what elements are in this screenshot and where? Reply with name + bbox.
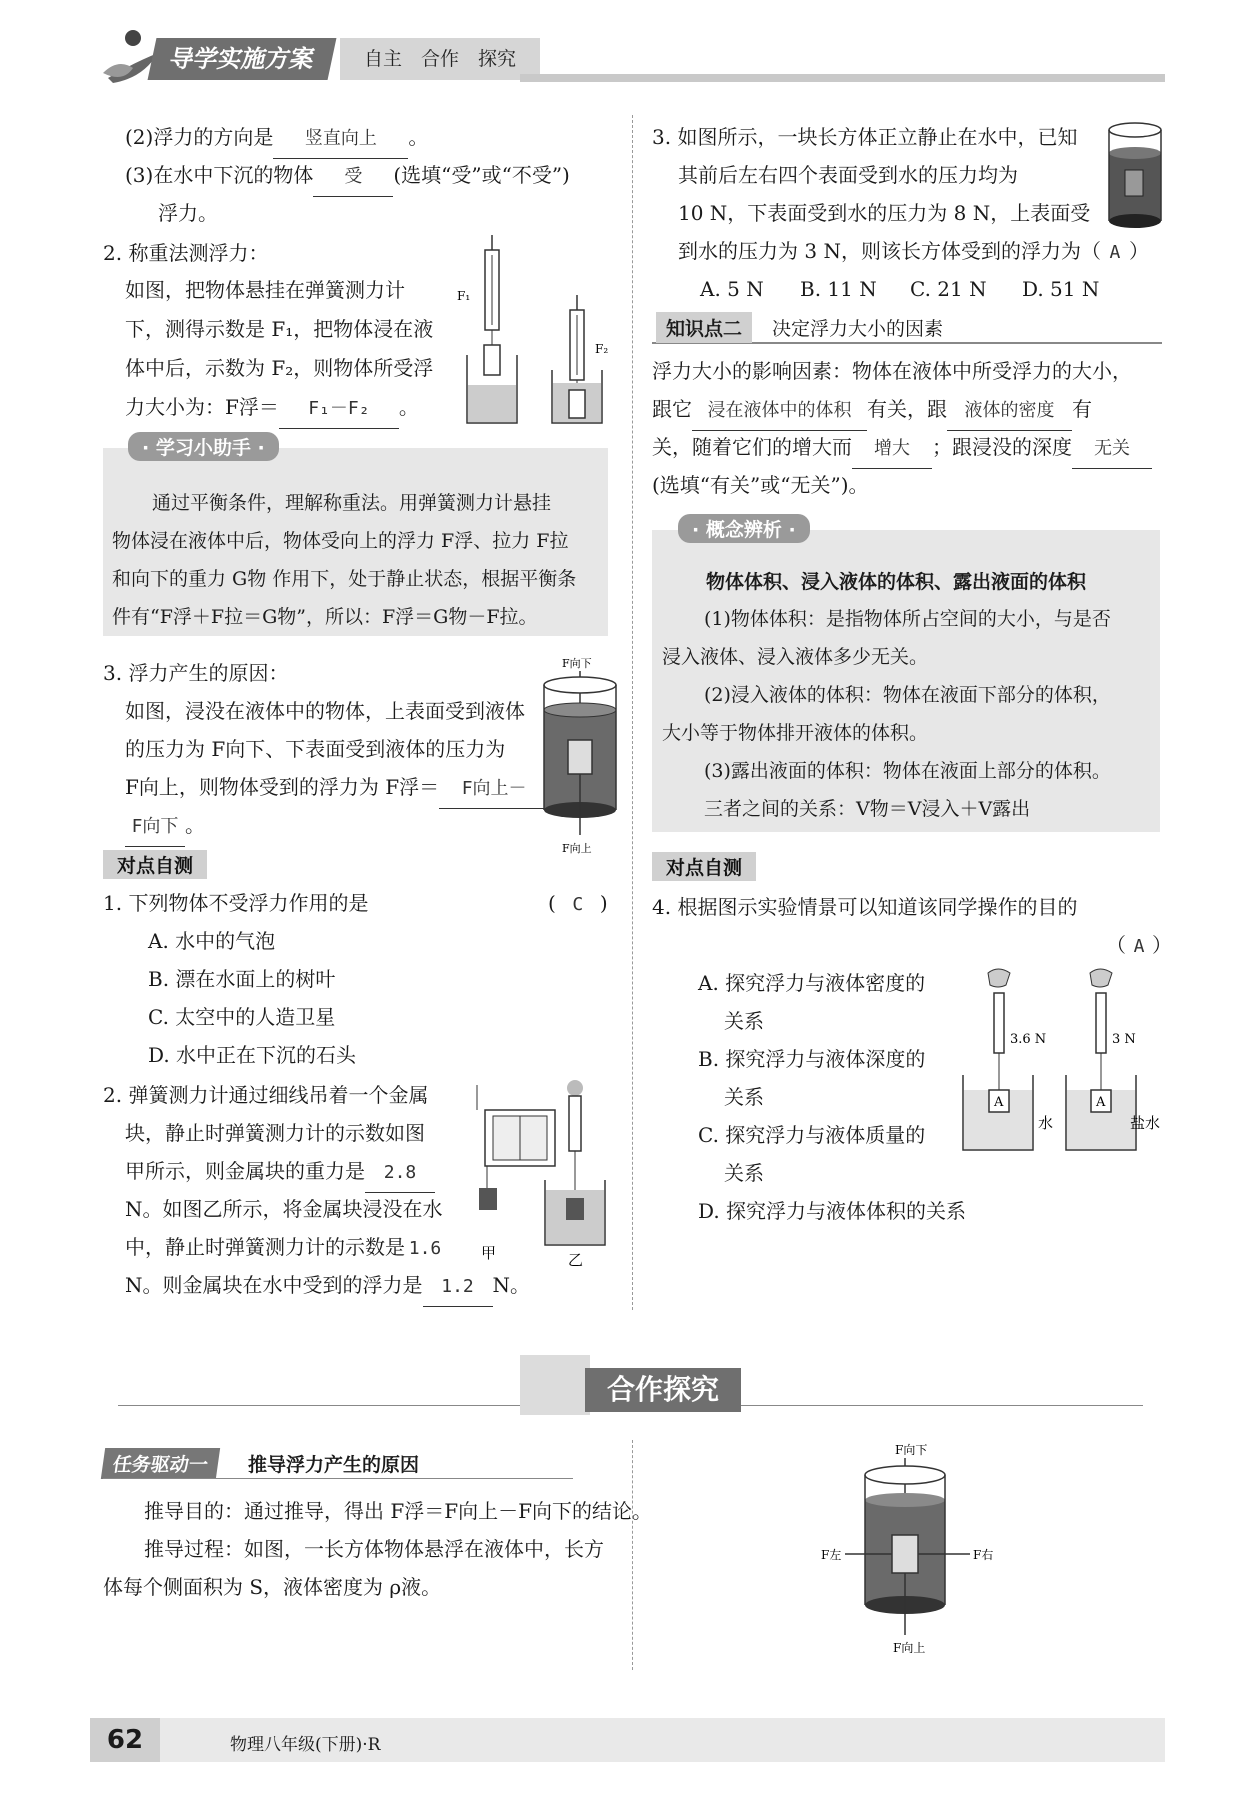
q2-line-4: N。如图乙所示，将金属块浸没在水 bbox=[125, 1197, 443, 1221]
spring-scale-figure bbox=[455, 235, 615, 430]
task-tag: 任务驱动一 bbox=[101, 1448, 220, 1479]
coop-title: 合作探究 bbox=[585, 1368, 741, 1412]
helper-line-2: 物体浸在液体中后，物体受向上的浮力 F浮、拉力 F拉 bbox=[112, 530, 569, 552]
answer-blank[interactable]: F向上－ bbox=[439, 770, 549, 809]
concept-line-3: (2)浸入液体的体积：物体在液面下部分的体积， bbox=[704, 684, 1111, 706]
q4-option-a[interactable]: A. 探究浮力与液体密度的 bbox=[698, 971, 926, 995]
mc1-option-b[interactable]: B. 漂在水面上的树叶 bbox=[148, 967, 336, 991]
q3-line-2: 其前后左右四个表面受到水的压力均为 bbox=[678, 163, 1018, 187]
f1-label: F₁ bbox=[457, 289, 471, 303]
block-label-1: A bbox=[994, 1095, 1004, 1110]
answer-blank[interactable]: F向下 bbox=[125, 808, 185, 847]
submerged-cylinder-figure bbox=[540, 655, 630, 855]
q3-line-4: 到水的压力为 3 N，则该长方体受到的浮力为（ A ） bbox=[678, 239, 1149, 263]
mc1-option-d[interactable]: D. 水中正在下沉的石头 bbox=[148, 1043, 357, 1067]
weighing-method-title: 2. 称重法测浮力： bbox=[103, 241, 269, 265]
answer-blank[interactable]: 2.8 bbox=[365, 1154, 435, 1193]
concept-line-5: (3)露出液面的体积：物体在液面上部分的体积。 bbox=[704, 760, 1111, 782]
mc1-answer[interactable]: ( C ) bbox=[548, 891, 608, 915]
q4-option-b-cont: 关系 bbox=[724, 1085, 764, 1109]
weighing-line-3: 体中后，示数为 F₂，则物体所受浮 bbox=[125, 356, 434, 380]
liquid-saltwater-label: 盐水 bbox=[1130, 1114, 1161, 1132]
q4-answer[interactable]: （ A ） bbox=[1106, 933, 1172, 957]
buoyancy-cause-title: 3. 浮力产生的原因： bbox=[103, 661, 289, 685]
task-underline bbox=[103, 1478, 573, 1479]
block-label-2: A bbox=[1096, 1095, 1106, 1110]
header-rule bbox=[520, 74, 1165, 82]
concept-line-2: 浸入液体、浸入液体多少无关。 bbox=[662, 646, 929, 668]
helper-line-4: 件有“F浮＋F拉＝G物”，所以：F浮＝G物－F拉。 bbox=[112, 606, 538, 628]
q-sinking-object-cont: 浮力。 bbox=[158, 201, 218, 225]
kp2-line-2: 跟它 浸在液体中的体积 有关，跟 液体的密度 有 bbox=[652, 390, 1092, 431]
fig-top-label: F向下 bbox=[895, 1443, 928, 1457]
q4-option-d[interactable]: D. 探究浮力与液体体积的关系 bbox=[698, 1199, 967, 1223]
derivation-figure bbox=[815, 1440, 1005, 1655]
concept-title: 物体体积、浸入液体的体积、露出液面的体积 bbox=[706, 571, 1087, 593]
kp2-title: 决定浮力大小的因素 bbox=[772, 318, 944, 340]
q2-line-6: N。则金属块在水中受到的浮力是 1.2 N。 bbox=[125, 1266, 530, 1307]
liquid-water-label: 水 bbox=[1038, 1114, 1054, 1132]
answer-blank[interactable]: 竖直向上 bbox=[273, 120, 408, 159]
kp2-tag: 知识点二 bbox=[656, 312, 752, 343]
answer-blank[interactable]: 1.6 bbox=[408, 1238, 442, 1259]
mc1-option-a[interactable]: A. 水中的气泡 bbox=[148, 929, 276, 953]
fig-bottom-label: F向上 bbox=[893, 1641, 926, 1655]
weighing-line-1: 如图，把物体悬挂在弹簧测力计 bbox=[125, 278, 405, 302]
coop-letter-h bbox=[520, 1355, 590, 1415]
q3-option-a[interactable]: A. 5 N bbox=[700, 277, 764, 301]
q2-line-1: 2. 弹簧测力计通过细线吊着一个金属 bbox=[103, 1083, 429, 1107]
fig-left-label: F左 bbox=[821, 1548, 842, 1562]
q4-option-b[interactable]: B. 探究浮力与液体深度的 bbox=[698, 1047, 926, 1071]
header-nav: 自主 合作 探究 bbox=[340, 38, 540, 80]
helper-line-1: 通过平衡条件，理解称重法。用弹簧测力计悬挂 bbox=[152, 492, 552, 514]
cause-line-2: 的压力为 F向下、下表面受到液体的压力为 bbox=[125, 737, 506, 761]
mc1-option-c[interactable]: C. 太空中的人造卫星 bbox=[148, 1005, 336, 1029]
q2-line-2: 块，静止时弹簧测力计的示数如图 bbox=[125, 1121, 425, 1145]
q3-line-1: 3. 如图所示，一块长方体正立静止在水中，已知 bbox=[652, 125, 1078, 149]
answer-blank[interactable]: F₁－F₂ bbox=[279, 390, 399, 429]
f2-label: F₂ bbox=[595, 342, 609, 356]
q3-option-d[interactable]: D. 51 N bbox=[1022, 277, 1100, 301]
fdown-label: F向下 bbox=[562, 657, 592, 670]
self-test-tag-2: 对点自测 bbox=[652, 852, 756, 881]
series-title: 导学实施方案 bbox=[148, 38, 337, 80]
q4-option-a-cont: 关系 bbox=[724, 1009, 764, 1033]
q2-line-3: 甲所示，则金属块的重力是 2.8 bbox=[125, 1152, 435, 1193]
coop-column-divider bbox=[632, 1440, 633, 1670]
self-test-tag: 对点自测 bbox=[103, 850, 207, 879]
coop-line-1: 推导目的：通过推导，得出 F浮＝F向上－F向下的结论。 bbox=[144, 1499, 652, 1523]
book-title: 物理八年级(下册)·R bbox=[230, 1735, 381, 1755]
q3-beaker-figure bbox=[1105, 118, 1165, 233]
cause-line-4: F向下 。 bbox=[125, 806, 205, 847]
reading-1: 3.6 N bbox=[1010, 1032, 1047, 1047]
concept-line-6: 三者之间的关系：V物＝V浸入＋V露出 bbox=[704, 798, 1031, 820]
task-title: 推导浮力产生的原因 bbox=[248, 1454, 420, 1476]
answer-blank[interactable]: 液体的密度 bbox=[947, 392, 1072, 431]
concept-line-4: 大小等于物体排开液体的体积。 bbox=[662, 722, 929, 744]
cause-line-3: F向上，则物体受到的浮力为 F浮＝ F向上－ bbox=[125, 768, 549, 809]
coop-line-2: 推导过程：如图，一长方体物体悬浮在液体中，长方 bbox=[144, 1537, 604, 1561]
kp2-line-1: 浮力大小的影响因素：物体在液体中所受浮力的大小， bbox=[652, 359, 1132, 383]
q2-spring-scale-figure bbox=[465, 1080, 625, 1275]
q4-experiment-figure bbox=[958, 965, 1163, 1155]
cause-line-1: 如图，浸没在液体中的物体，上表面受到液体 bbox=[125, 699, 525, 723]
q4-option-c-cont: 关系 bbox=[724, 1161, 764, 1185]
kp2-line-4: (选填“有关”或“无关”)。 bbox=[652, 473, 869, 497]
column-divider bbox=[632, 115, 633, 1310]
answer-blank[interactable]: 浸在液体中的体积 bbox=[692, 392, 867, 431]
page-header bbox=[90, 28, 1165, 88]
concept-line-1: (1)物体体积：是指物体所占空间的大小，与是否 bbox=[704, 608, 1111, 630]
answer-blank[interactable]: 受 bbox=[313, 158, 393, 197]
mc1-question: 1. 下列物体不受浮力作用的是 bbox=[103, 891, 369, 915]
answer-blank[interactable]: 无关 bbox=[1072, 430, 1152, 469]
helper-line-3: 和向下的重力 G物 作用下，处于静止状态，根据平衡条 bbox=[112, 568, 577, 590]
q-buoyancy-direction: (2)浮力的方向是 竖直向上 。 bbox=[125, 118, 428, 159]
q3-line-3: 10 N，下表面受到水的压力为 8 N，上表面受 bbox=[678, 201, 1091, 225]
q3-option-b[interactable]: B. 11 N bbox=[800, 277, 877, 301]
page-footer bbox=[90, 1710, 1165, 1770]
q4-question: 4. 根据图示实验情景可以知道该同学操作的目的 bbox=[652, 895, 1078, 919]
q4-option-c[interactable]: C. 探究浮力与液体质量的 bbox=[698, 1123, 926, 1147]
study-helper-tag: · 学习小助手 · bbox=[128, 432, 279, 461]
answer-blank[interactable]: 1.2 bbox=[423, 1268, 493, 1307]
page-number: 62 bbox=[90, 1718, 160, 1762]
reading-2: 3 N bbox=[1112, 1032, 1136, 1047]
fup-label: F向上 bbox=[562, 842, 592, 855]
q-sinking-object: (3)在水中下沉的物体 受 (选填“受”或“不受”) bbox=[125, 156, 570, 197]
fig-jia-label: 甲 bbox=[481, 1244, 497, 1262]
fig-right-label: F右 bbox=[973, 1548, 994, 1562]
coop-line-3: 体每个侧面积为 S，液体密度为 ρ液。 bbox=[103, 1575, 442, 1599]
concept-tag: · 概念辨析 · bbox=[678, 514, 810, 543]
weighing-line-4: 力大小为：F浮＝ F₁－F₂ 。 bbox=[125, 388, 419, 429]
q2-line-5: 中，静止时弹簧测力计的示数是 1.6 bbox=[125, 1228, 445, 1268]
kp2-line-3: 关，随着它们的增大而 增大 ；跟浸没的深度 无关 bbox=[652, 428, 1152, 469]
fig-yi-label: 乙 bbox=[568, 1251, 584, 1269]
q3-option-c[interactable]: C. 21 N bbox=[910, 277, 987, 301]
answer-blank[interactable]: 增大 bbox=[852, 430, 932, 469]
weighing-line-2: 下，测得示数是 F₁，把物体浸在液 bbox=[125, 317, 434, 341]
